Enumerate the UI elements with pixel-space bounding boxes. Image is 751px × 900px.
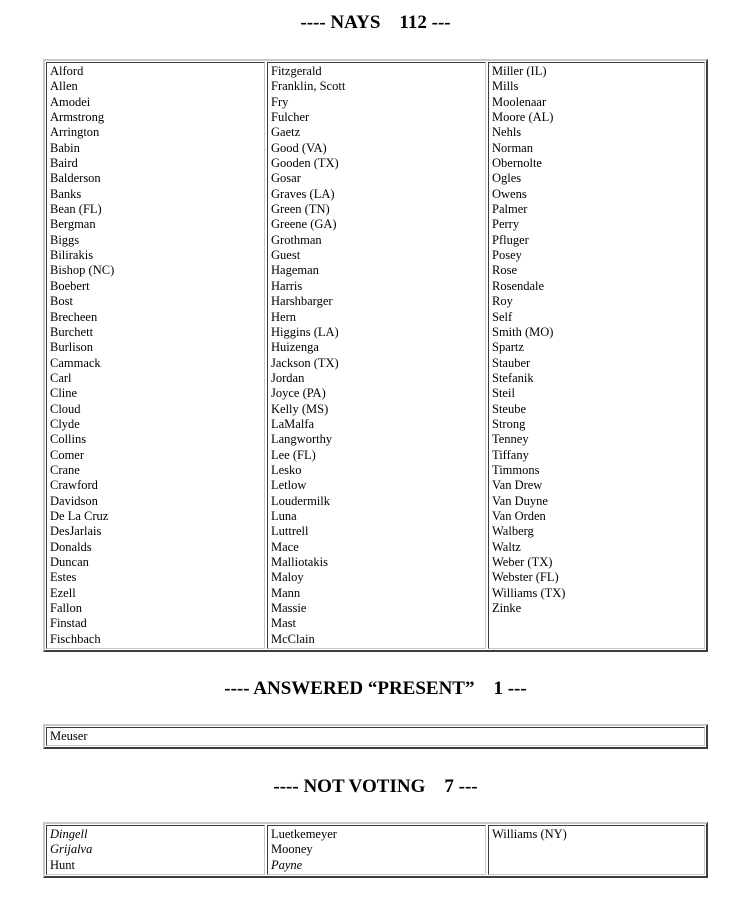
member-name: Moore (AL) — [492, 110, 554, 125]
member-name: Jackson (TX) — [271, 355, 339, 370]
member-name: Langworthy — [271, 432, 333, 447]
present-table — [43, 724, 708, 749]
member-name: Mace — [271, 539, 299, 554]
member-name: Babin — [50, 140, 80, 155]
member-name: Burchett — [50, 324, 94, 339]
member-name: Stefanik — [492, 370, 534, 385]
member-name: Rose — [492, 263, 517, 278]
member-name: Mooney — [271, 842, 313, 857]
member-name: Miller (IL) — [492, 64, 547, 78]
member-name: Ogles — [492, 171, 522, 186]
member-name: Bergman — [50, 217, 96, 232]
member-name: Brecheen — [50, 309, 98, 324]
member-name: Donalds — [50, 539, 92, 554]
nays-column-3 — [488, 62, 705, 649]
member-name: Gaetz — [271, 125, 301, 140]
member-name: Weber (TX) — [492, 555, 553, 569]
member-name: Armstrong — [50, 110, 105, 125]
member-name: Boebert — [50, 278, 90, 293]
member-name: Ezell — [50, 585, 76, 600]
member-name: Greene (GA) — [271, 217, 337, 232]
member-name: Kelly (MS) — [271, 401, 329, 416]
member-name: Waltz — [492, 539, 521, 554]
nays-row — [46, 62, 705, 649]
nays-column-1 — [46, 62, 265, 649]
member-name: Cammack — [50, 355, 101, 370]
member-name: Bost — [50, 294, 73, 309]
member-name: Gosar — [271, 171, 301, 186]
member-name: Collins — [50, 432, 87, 447]
member-name: Van Duyne — [492, 493, 548, 508]
member-name: De La Cruz — [50, 508, 109, 523]
member-name: Webster (FL) — [492, 570, 559, 585]
member-name: Finstad — [50, 616, 87, 631]
member-name: Luttrell — [271, 524, 309, 539]
member-name: Tenney — [492, 432, 529, 447]
member-name: Gooden (TX) — [271, 156, 339, 171]
not-voting-row — [46, 825, 705, 875]
not-voting-heading: ---- NOT VOTING 7 --- — [273, 776, 478, 797]
member-name: Nehls — [492, 125, 522, 140]
member-name: Bean (FL) — [50, 202, 102, 217]
member-name: Burlison — [50, 340, 94, 355]
member-name: Davidson — [50, 493, 98, 508]
member-name: Arrington — [50, 125, 100, 140]
member-name: Grothman — [271, 232, 322, 247]
member-name: Jordan — [271, 370, 305, 385]
member-name: Luna — [271, 508, 297, 523]
member-name: Carl — [50, 370, 72, 385]
member-name: Obernolte — [492, 156, 542, 171]
member-name: Steil — [492, 386, 515, 401]
member-name: Hageman — [271, 263, 319, 278]
member-name: Fischbach — [50, 631, 101, 646]
member-name: Norman — [492, 140, 533, 155]
member-name: Alford — [50, 64, 84, 78]
member-name: Fulcher — [271, 110, 310, 125]
present-column — [46, 727, 705, 746]
member-name: Harris — [271, 278, 303, 293]
member-name: Baird — [50, 156, 78, 171]
member-name: Graves (LA) — [271, 186, 335, 201]
member-name: Grijalva — [50, 842, 93, 857]
member-name: Meuser — [50, 729, 88, 743]
member-name: Guest — [271, 248, 301, 263]
member-name: Cline — [50, 386, 78, 401]
member-name: Bilirakis — [50, 248, 94, 263]
member-name: Timmons — [492, 462, 540, 477]
member-name: Letlow — [271, 478, 307, 493]
member-name: Banks — [50, 186, 82, 201]
member-name: Hunt — [50, 857, 75, 872]
member-name: Harshbarger — [271, 294, 333, 309]
member-name: Malliotakis — [271, 555, 328, 569]
member-name: Mann — [271, 585, 301, 600]
member-name: Mast — [271, 616, 296, 631]
member-name: Lee (FL) — [271, 447, 316, 462]
member-name: Perry — [492, 217, 520, 232]
member-name: Lesko — [271, 462, 302, 477]
member-name: Roy — [492, 294, 513, 309]
member-name: Payne — [271, 857, 303, 872]
member-name: Fallon — [50, 601, 82, 616]
member-name: Amodei — [50, 94, 91, 109]
member-name: Joyce (PA) — [271, 386, 326, 401]
member-name: Walberg — [492, 524, 534, 539]
member-name: Crane — [50, 462, 80, 477]
member-name: Cloud — [50, 401, 81, 416]
member-name: Clyde — [50, 416, 80, 431]
member-name: Zinke — [492, 601, 522, 616]
member-name: Fry — [271, 94, 289, 109]
member-name: McClain — [271, 631, 315, 646]
not-voting-column-1 — [46, 825, 265, 875]
member-name: Posey — [492, 248, 522, 263]
member-name: Spartz — [492, 340, 524, 355]
member-name: Fitzgerald — [271, 64, 322, 78]
member-name: Massie — [271, 601, 307, 616]
nays-table — [43, 59, 708, 652]
member-name: Green (TN) — [271, 202, 330, 217]
member-name: Van Orden — [492, 508, 546, 523]
member-name: Williams (TX) — [492, 585, 566, 600]
nays-heading: ---- NAYS 112 --- — [300, 12, 451, 33]
nays-column-2 — [267, 62, 486, 649]
member-name: Steube — [492, 401, 527, 416]
member-name: DesJarlais — [50, 524, 102, 539]
member-name: Maloy — [271, 570, 304, 585]
member-name: Rosendale — [492, 278, 545, 293]
member-name: Self — [492, 309, 513, 324]
member-name: Estes — [50, 570, 77, 585]
member-name: LaMalfa — [271, 416, 315, 431]
member-name: Higgins (LA) — [271, 324, 339, 339]
member-name: Williams (NY) — [492, 827, 567, 841]
member-name: Luetkemeyer — [271, 827, 337, 841]
member-name: Crawford — [50, 478, 98, 493]
member-name: Bishop (NC) — [50, 263, 115, 278]
not-voting-column-2 — [267, 825, 486, 875]
member-name: Van Drew — [492, 478, 543, 493]
member-name: Duncan — [50, 555, 89, 569]
member-name: Biggs — [50, 232, 80, 247]
member-name: Good (VA) — [271, 140, 327, 155]
present-heading: ---- ANSWERED “PRESENT” 1 --- — [224, 678, 527, 699]
member-name: Huizenga — [271, 340, 319, 355]
member-name: Smith (MO) — [492, 324, 554, 339]
member-name: Moolenaar — [492, 94, 547, 109]
not-voting-column-3 — [488, 825, 705, 875]
member-name: Pfluger — [492, 232, 529, 247]
member-name: Stauber — [492, 355, 531, 370]
member-name: Balderson — [50, 171, 101, 186]
member-name: Owens — [492, 186, 527, 201]
member-name: Dingell — [50, 827, 88, 841]
member-name: Comer — [50, 447, 85, 462]
member-name: Mills — [492, 79, 519, 94]
member-name: Loudermilk — [271, 493, 331, 508]
member-name: Franklin, Scott — [271, 79, 346, 94]
member-name: Hern — [271, 309, 296, 324]
not-voting-table — [43, 822, 708, 878]
member-name: Tiffany — [492, 447, 529, 462]
member-name: Strong — [492, 416, 526, 431]
member-name: Palmer — [492, 202, 528, 217]
present-row — [46, 727, 705, 746]
member-name: Allen — [50, 79, 78, 94]
